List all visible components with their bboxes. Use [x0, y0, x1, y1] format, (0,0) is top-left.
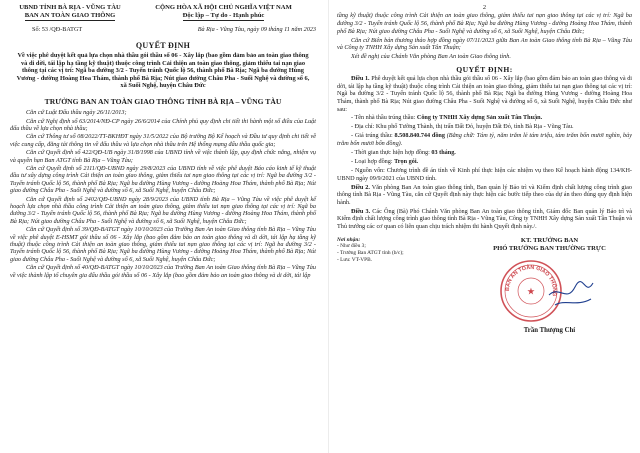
duration-value: 03 tháng. — [431, 149, 456, 157]
article-2-text: Văn phòng Ban An toàn giao thông tỉnh, Ban quản lý Bảo trì và Kiểm định chất lượng công trình giao thông tỉnh Bà Rịa - Vũng Tàu, căn cứ Quyết định này thực hiện các bước tiếp theo của dự án theo đúng quy định hiện hành. — [337, 183, 632, 206]
recipient-item: - Như điều 3; — [337, 243, 366, 250]
contract-type — [337, 158, 632, 166]
legal-basis-paragraph: Căn cứ Luật Đấu thầu ngày 26/11/2013; — [26, 108, 127, 116]
winning-contractor — [337, 114, 632, 122]
article-3 — [337, 208, 632, 231]
legal-basis-paragraph: Căn cứ Quyết định số 40/QĐ-BATGT ngày 10/10/2023 của Trưởng Ban An toàn Giao thông tỉnh Bà Rịa – Vũng Tàu về việc thành lập tổ chuyên gia đấu thầu gói thầu số 06 - Xây lắp (bao gồm đảm bảo an toàn giao thông và di dời, tái lập — [10, 264, 316, 279]
proposal-basis: Xét đề nghị của Chánh Văn phòng Ban An toàn Giao thông tỉnh. — [351, 53, 511, 61]
agency-name: BAN AN TOÀN GIAO THÔNG — [24, 12, 116, 19]
winning-price — [337, 132, 632, 147]
price-in-words: (Bằng chữ: Tám tỷ, năm trăm lẻ tám triệu, tám trăm bốn mươi nghìn, bảy trăm bốn mươi bốn đồng). — [337, 132, 632, 148]
price-value: 8.508.840.744 đồng — [394, 132, 445, 140]
article-3-label: Điều 3. — [351, 207, 371, 215]
legal-basis-paragraph: Căn cứ Quyết định số 2402/QĐ-UBND ngày 28/9/2023 của UBND tỉnh Bà Rịa – Vũng Tàu về việc phê duyệt kế hoạch lựa chọn nhà thầu công trình Cải thiện an toàn giao thông, giảm thiểu tai nạn giao thông tại các vị trí: Ngã ba đường 3/2 - Tuyến tránh Quốc lộ 56, thành phố Bà Rịa; Ngã ba đường Hùng Vương - đường Hoàng Hoa Thám, thành phố Bà Rịa; Nút giao đường Châu Pha - Suối Nghệ và đường số 6, xã Suối Nghệ, huyện Châu Đức; — [10, 195, 316, 225]
signer-name: Trần Thượng Chí — [523, 326, 576, 334]
legal-basis-continued: tầng kỹ thuật) thuộc công trình Cải thiện an toàn giao thông, giảm thiểu tai nạn giao thông tại các vị trí: Ngã ba đường 3/2 - Tuyến tránh Quốc lộ 56, thành phố Bà Rịa; Ngã ba đường Hùng Vương - đường Hoàng Hoa Thám, thành phố Bà Rịa; Nút giao đường Châu Pha - Suối Nghệ và đường số 6, xã Suối Nghệ, huyện Châu Đức; — [337, 12, 632, 35]
signer — [467, 237, 632, 336]
recipient-item: - Trưởng Ban ATGT tỉnh (b/c); — [337, 250, 404, 257]
signer-authority: KT. TRƯỞNG BAN — [520, 236, 579, 244]
article-1 — [337, 75, 632, 113]
contract-type-label: - Loại hợp đồng: — [351, 158, 395, 166]
negotiation-minutes: Căn cứ Biên bản thương thảo hợp đồng ngày 07/11/2023 giữa Ban An toàn Giao thông tỉnh Bà Rịa – Vũng Tàu và Công ty TNHH Xây dựng Sản xuất Tân Thuận; — [337, 36, 632, 52]
article-1-label: Điều 1. — [351, 75, 370, 83]
contract-duration — [337, 149, 632, 157]
contractor-label: - Tên nhà thầu trúng thầu: — [351, 114, 417, 122]
document-date: Bà Rịa - Vũng Tàu, ngày 09 tháng 11 năm 2023 — [197, 26, 316, 33]
page-number: 2 — [482, 4, 487, 11]
recipients-list — [337, 237, 447, 336]
document-header — [10, 4, 316, 21]
document-meta — [10, 26, 316, 33]
article-3-text: Các Ông (Bà) Phó Chánh Văn phòng Ban An toàn giao thông tỉnh, Giám đốc Ban quản lý Bảo trì và Kiểm định chất lượng công trình giao thông tỉnh Bà Rịa - Vũng Tàu, Công ty TNHH Xây dựng Sản xuất Tân Thuận và Thủ trưởng các cơ quan có liên quan chịu trách nhiệm thi hành Quyết định này./. — [337, 207, 632, 230]
page-two — [328, 0, 640, 453]
national-motto: Độc lập – Tự do - Hạnh phúc — [182, 12, 265, 19]
document-subject: Về việc phê duyệt kết quả lựa chọn nhà thầu gói thầu số 06 - Xây lắp (bao gồm đảm bảo an toàn giao thông và di dời, tái lập hạ tầng kỹ thuật) thuộc công trình Cải thiện an toàn giao thông, giảm thiểu tai nạn giao thông tại các vị trí: Ngã ba đường 3/2 - Tuyến tránh Quốc lộ 56, thành phố Bà Rịa; Ngã ba đường Hùng Vương - đường Hoàng Hoa Thám, thành phố Bà Rịa; Nút giao đường Châu Pha - Suối Nghệ và đường số 6, xã Suối Nghệ, huyện Châu Đức — [16, 52, 310, 90]
contract-type-value: Trọn gói. — [394, 158, 419, 166]
article-1-text: Phê duyệt kết quả lựa chọn nhà thầu gói thầu số 06 - Xây lắp (bao gồm đảm bảo an toàn giao thông và di dời, tái lập hạ tầng kỹ thuật) thuộc công trình Cải thiện an toàn giao thông, giảm thiểu tai nạn giao thông tại các vị trí: Ngã ba đường 3/2 - Tuyến tránh Quốc lộ 56, thành phố Bà Rịa; Ngã ba đường Hùng Vương - đường Hoàng Hoa Thám, thành phố Bà Rịa; Nút giao đường Châu Pha - Suối Nghệ và đường số 6, xã Suối Nghệ, huyện Châu Đức như sau: — [337, 75, 633, 113]
funding-source: - Nguồn vốn: Chương trình đề án tỉnh về Kinh phí thực hiện các nhiệm vụ theo Kế hoạch hành động 134/KH-UBND ngày 09/9/2021 của UBND tỉnh. — [337, 167, 632, 182]
document-number: Số: 53 /QĐ-BATGT — [32, 26, 83, 33]
signer-title: PHÓ TRƯỞNG BAN THƯỜNG TRỰC — [493, 244, 606, 252]
decision-heading: QUYẾT ĐỊNH: — [456, 64, 513, 74]
legal-basis-paragraph: Căn cứ Quyết định số 422/QĐ-UB ngày 31/8/1998 của UBND tỉnh về việc thành lập, quy định chức năng, nhiệm vụ và quyền hạn Ban ATGT tỉnh Bà Rịa – Vũng Tàu; — [10, 149, 316, 164]
article-2-label: Điều 2. — [351, 183, 370, 191]
legal-basis-paragraph: Căn cứ Quyết định số 2111/QĐ-UBND ngày 29/8/2023 của UBND tỉnh về việc phê duyệt Báo cáo kinh tế kỹ thuật đầu tư xây dựng công trình Cải thiện an toàn giao thông, giảm thiểu tai nạn giao thông tại các vị trí: Ngã ba đường 3/2 - Tuyến tránh Quốc lộ 56, thành phố Bà Rịa; Ngã ba đường Hùng Vương - đường Hoàng Hoa Thám, thành phố Bà Rịa; Nút giao đường Châu Pha - Suối Nghệ và đường số 6, xã Suối Nghệ, huyện Châu Đức; — [10, 165, 316, 195]
seal-stamp-icon — [489, 255, 609, 327]
recipients-label: Nơi nhận: — [337, 236, 361, 243]
contractor-name: Công ty TNHH Xây dựng Sản xuất Tân Thuận. — [416, 114, 543, 122]
price-label: - Giá trúng thầu: — [351, 132, 395, 140]
agency-parent: UBND TỈNH BÀ RỊA - VŨNG TÀU — [19, 4, 121, 11]
contractor-address: - Địa chỉ: Khu phố Tường Thành, thị trấn Đất Đỏ, huyện Đất Đỏ, tỉnh Bà Rịa - Vũng Tàu. — [351, 123, 574, 131]
issuing-authority: TRƯỞNG BAN AN TOÀN GIAO THÔNG TỈNH BÀ RỊA – VŨNG TÀU — [44, 96, 282, 106]
recipient-item: - Lưu: VT-VPB. — [337, 256, 373, 263]
country-name: CỘNG HÒA XÃ HỘI CHỦ NGHĨA VIỆT NAM — [155, 4, 292, 11]
legal-basis — [10, 109, 316, 279]
duration-label: - Thời gian thực hiện hợp đồng: — [351, 149, 432, 157]
legal-basis-paragraph: Căn cứ Nghị định số 63/2014/NĐ-CP ngày 26/6/2014 của Chính phủ quy định chi tiết thi hành một số điều của Luật đấu thầu về lựa chọn nhà thầu; — [10, 117, 316, 132]
issuing-agency — [10, 4, 130, 21]
official-seal — [467, 255, 632, 327]
legal-basis-paragraph: Căn cứ Thông tư số 08/2022/TT-BKHĐT ngày 31/5/2022 của Bộ trưởng Bộ Kế hoạch và Đầu tư quy định chi tiết về việc cung cấp, đăng tải thông tin về đấu thầu và lựa chọn nhà thầu trên Hệ thống mạng đấu thầu quốc gia; — [10, 133, 316, 148]
seal-text: BAN AN TOÀN GIAO THÔNG — [504, 264, 558, 297]
svg-text:★: ★ — [527, 286, 535, 296]
document-title: QUYẾT ĐỊNH — [135, 41, 191, 50]
national-header — [131, 4, 316, 21]
legal-basis-paragraph: Căn cứ Quyết định số 39/QĐ-BATGT ngày 10/10/2023 của Trưởng Ban An toàn Giao thông tỉnh Bà Rịa – Vũng Tàu về việc phê duyệt E-HSMT gói thầu số 06 - Xây lắp (bao gồm đảm bảo an toàn giao thông và di dời, tái lập hạ tầng kỹ thuật) thuộc công trình Cải thiện an toàn giao thông, giảm thiểu tai nạn giao thông tại các vị trí: Ngã ba đường 3/2 - Tuyến tránh Quốc lộ 56, thành phố Bà Rịa; Ngã ba đường Hùng Vương - đường Hoàng Hoa Thám, thành phố Bà Rịa; Nút giao đường Châu Pha - Suối Nghệ và đường số 6, xã Suối Nghệ, huyện Châu Đức; — [10, 226, 316, 263]
article-2 — [337, 184, 632, 207]
signature-block — [337, 237, 632, 336]
